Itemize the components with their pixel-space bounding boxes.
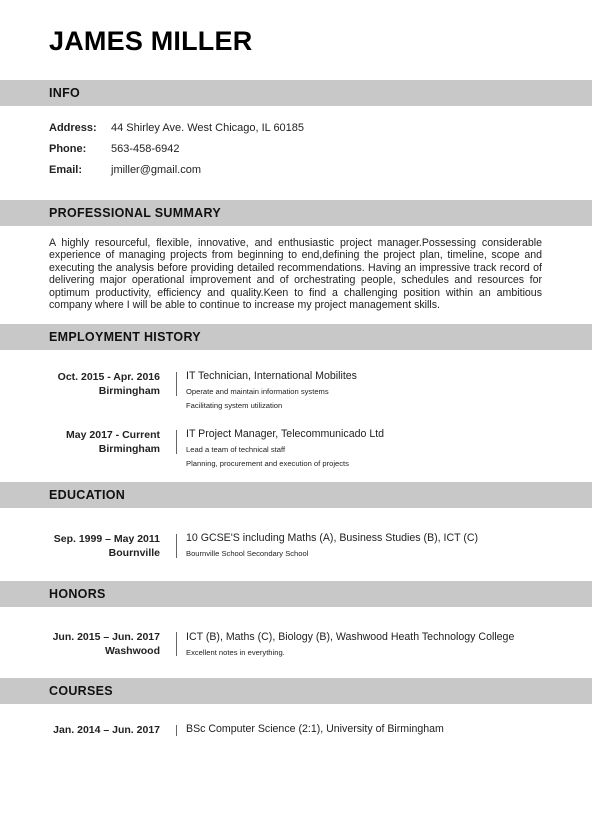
entry-location: Birmingham xyxy=(98,385,160,397)
courses-section-title: COURSES xyxy=(49,684,113,698)
summary-section-title: PROFESSIONAL SUMMARY xyxy=(49,206,221,220)
info-section-header xyxy=(0,80,592,106)
address-label: Address: xyxy=(49,122,97,134)
email-value: jmiller@gmail.com xyxy=(111,164,202,176)
email-label: Email: xyxy=(49,164,83,176)
phone-value: 563-458-6942 xyxy=(111,143,180,155)
entry-title: ICT (B), Maths (C), Biology (B), Washwood Heath Technology College xyxy=(186,631,515,643)
education-section-header xyxy=(0,482,592,508)
address-value: 44 Shirley Ave. West Chicago, IL 60185 xyxy=(111,122,305,134)
courses-section-header xyxy=(0,678,592,704)
entry-dates: Oct. 2015 - Apr. 2016 xyxy=(57,371,160,383)
professional-summary-text: A highly resourceful, flexible, innovative, and enthusiastic project manager.Possessing considerable experience of managing projects from beginning to end,defining the project plan, timeline, scope and executing the analysis before providing detailed recommendations. Having an impressive track record of delivering major operational improvement and of orchestrating people, schedules and resources for optimum productivity, efficiency and quality.Keen to find a challenging position within an ambitious company where I will be able to continue to increase my project management skills. xyxy=(49,237,542,312)
entry-divider xyxy=(176,725,177,736)
entry-detail: Facilitating system utilization xyxy=(186,401,283,410)
entry-title: BSc Computer Science (2:1), University of Birmingham xyxy=(186,723,444,735)
entry-dates: Jun. 2015 – Jun. 2017 xyxy=(52,631,160,643)
summary-section-header xyxy=(0,200,592,226)
entry-location: Birmingham xyxy=(98,443,160,455)
employment-section-title: EMPLOYMENT HISTORY xyxy=(49,330,201,344)
employment-section-header xyxy=(0,324,592,350)
entry-detail: Bournville School Secondary School xyxy=(186,549,309,558)
entry-title: IT Technician, International Mobilites xyxy=(186,370,357,382)
resume-name: JAMES MILLER xyxy=(49,26,253,56)
entry-title: 10 GCSE'S including Maths (A), Business Studies (B), ICT (C) xyxy=(186,532,479,544)
entry-dates: Sep. 1999 – May 2011 xyxy=(53,533,160,545)
phone-label: Phone: xyxy=(49,143,87,155)
honors-section-header xyxy=(0,581,592,607)
entry-dates: Jan. 2014 – Jun. 2017 xyxy=(53,724,160,736)
education-section-title: EDUCATION xyxy=(49,488,126,502)
info-section-title: INFO xyxy=(49,86,81,100)
entry-divider xyxy=(176,632,177,656)
entry-location: Washwood xyxy=(104,645,160,657)
honors-section-title: HONORS xyxy=(49,587,106,601)
entry-location: Bournville xyxy=(108,547,160,559)
entry-divider xyxy=(176,430,177,454)
entry-detail: Excellent notes in everything. xyxy=(186,648,285,657)
entry-detail: Planning, procurement and execution of projects xyxy=(186,459,349,468)
entry-divider xyxy=(176,372,177,396)
entry-title: IT Project Manager, Telecommunicado Ltd xyxy=(186,428,385,440)
entry-dates: May 2017 - Current xyxy=(66,429,160,441)
entry-divider xyxy=(176,534,177,558)
entry-detail: Operate and maintain information systems xyxy=(186,387,329,396)
entry-detail: Lead a team of technical staff xyxy=(186,445,286,454)
